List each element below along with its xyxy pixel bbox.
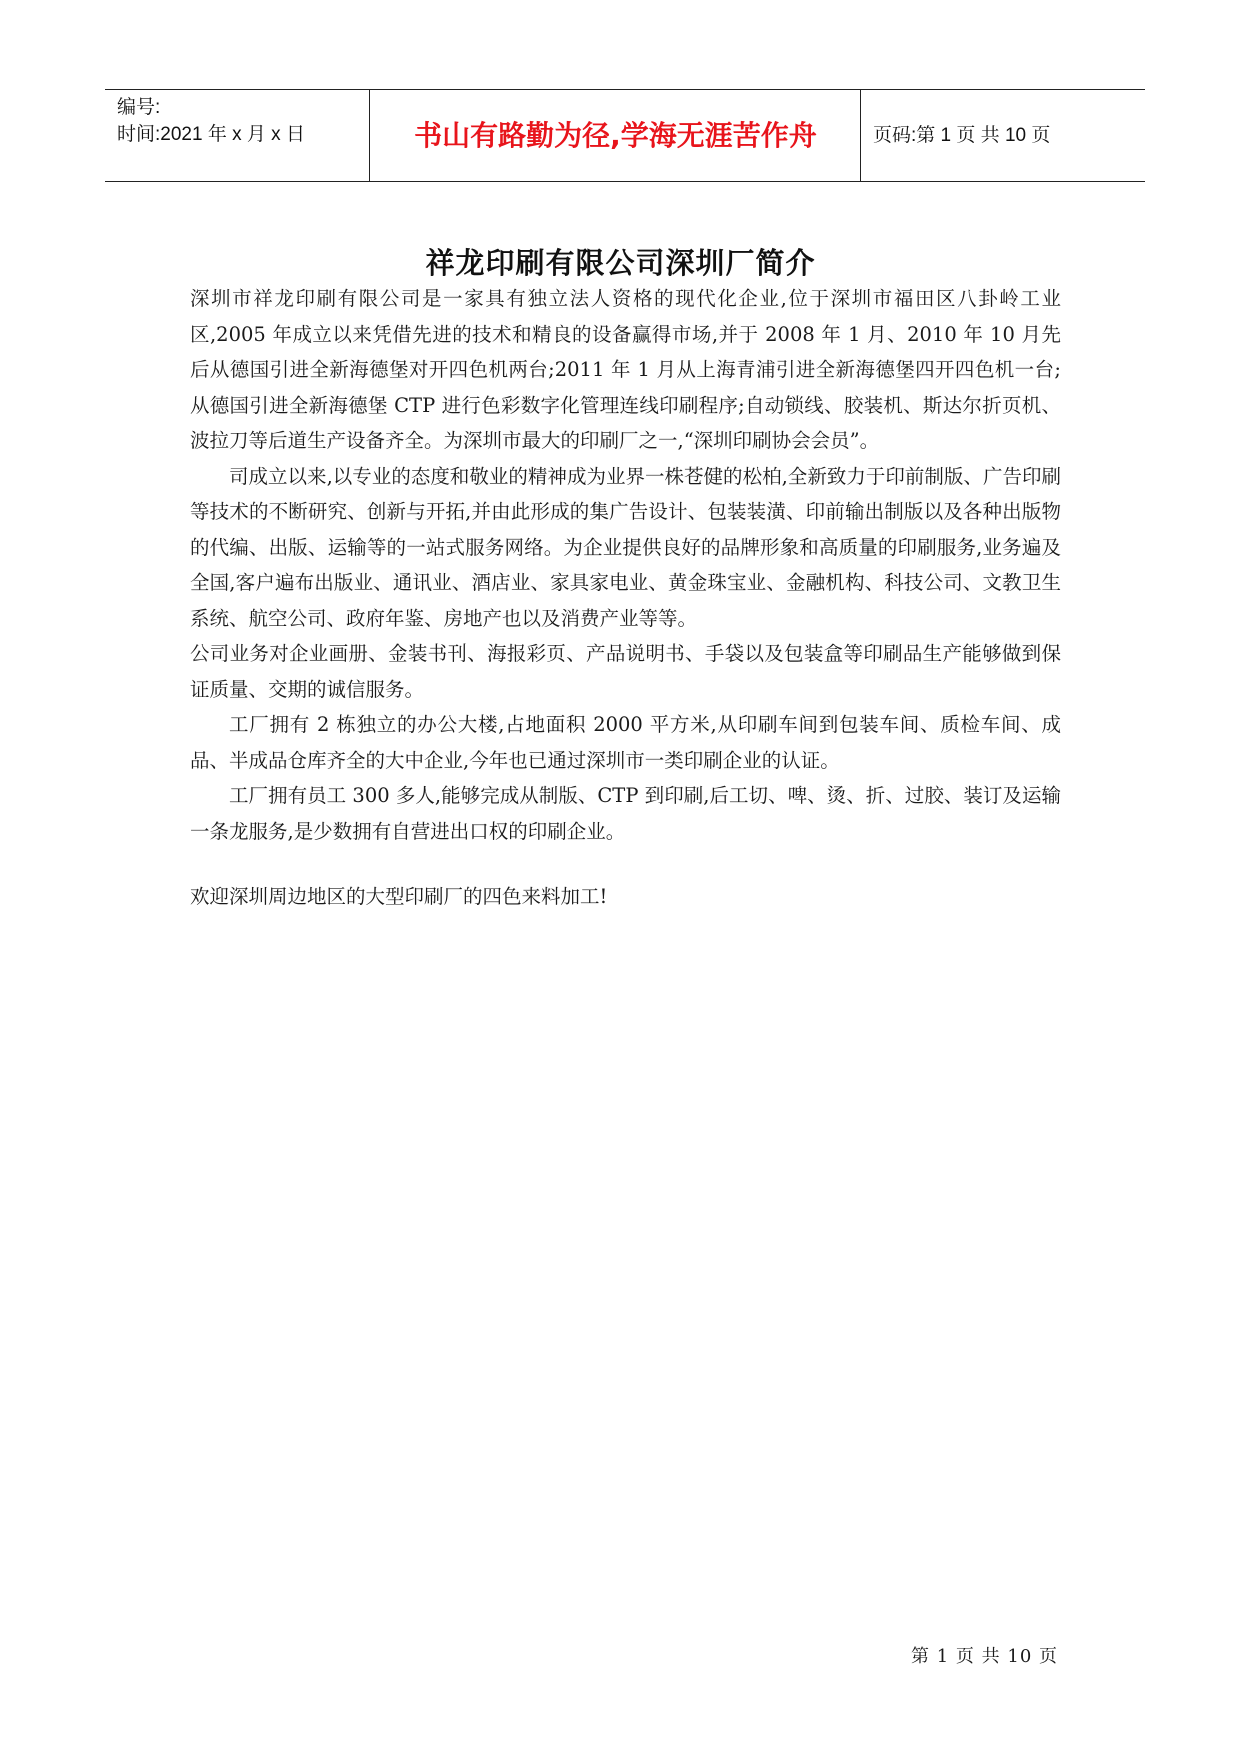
paragraph-philosophy: 司成立以来,以专业的态度和敬业的精神成为业界一株苍健的松柏,全新致力于印前制版、广告印刷等技术的不断研究、创新与开拓,并由此形成的集广告设计、包装装潢、印前输出制版以及各种出版物的代编、出版、运输等的一站式服务网络。为企业提供良好的品牌形象和高质量的印刷服务,业务遍及全国,客户遍布出版业、通讯业、酒店业、家具家电业、黄金珠宝业、金融机构、科技公司、文教卫生系统、航空公司、政府年鉴、房地产也以及消费产业等等。 <box>190 464 1061 630</box>
document-number-label: 编号: <box>117 97 161 118</box>
paragraph-services: 公司业务对企业画册、金装书刊、海报彩页、产品说明书、手袋以及包装盒等印刷品生产能够做到保证质量、交期的诚信服务。 <box>190 642 1061 701</box>
paragraph-facilities: 工厂拥有 2 栋独立的办公大楼,占地面积 2000 平方米,从印刷车间到包装车间、质检车间、成品、半成品仓库齐全的大中企业,今年也已通过深圳市一类印刷企业的认证。 <box>190 713 1061 772</box>
header-motto: 书山有路勤为径,学海无涯苦作舟 <box>414 119 817 152</box>
header-divider <box>369 90 370 181</box>
page-footer: 第 1 页 共 10 页 <box>911 1646 1058 1667</box>
paragraph-staff: 工厂拥有员工 300 多人,能够完成从制版、CTP 到印刷,后工切、啤、烫、折、过胶、装订及运输一条龙服务,是少数拥有自营进出口权的印刷企业。 <box>190 784 1061 843</box>
document-title: 祥龙印刷有限公司深圳厂简介 <box>425 246 816 281</box>
header-divider <box>860 90 861 181</box>
header-page-number: 页码:第 1 页 共 10 页 <box>873 125 1051 146</box>
page-header <box>105 89 1145 182</box>
header-meta <box>117 94 367 148</box>
document-time-label: 时间:2021 年 x 月 x 日 <box>117 124 305 145</box>
paragraph-welcome: 欢迎深圳周边地区的大型印刷厂的四色来料加工! <box>190 885 608 908</box>
paragraph-intro: 深圳市祥龙印刷有限公司是一家具有独立法人资格的现代化企业,位于深圳市福田区八卦岭工业区,2005 年成立以来凭借先进的技术和精良的设备赢得市场,并于 2008 年 1 月、2010 年 10 月先后从德国引进全新海德堡对开四色机两台;2011 年 1 月从上海青浦引进全新海德堡四开四色机一台;从德国引进全新海德堡 CTP 进行色彩数字化管理连线印刷程序;自动锁线、胶装机、斯达尔折页机、波拉刀等后道生产设备齐全。为深圳市最大的印刷厂之一,“深圳印刷协会会员”。 <box>190 287 1061 452</box>
document-body <box>190 281 1061 915</box>
